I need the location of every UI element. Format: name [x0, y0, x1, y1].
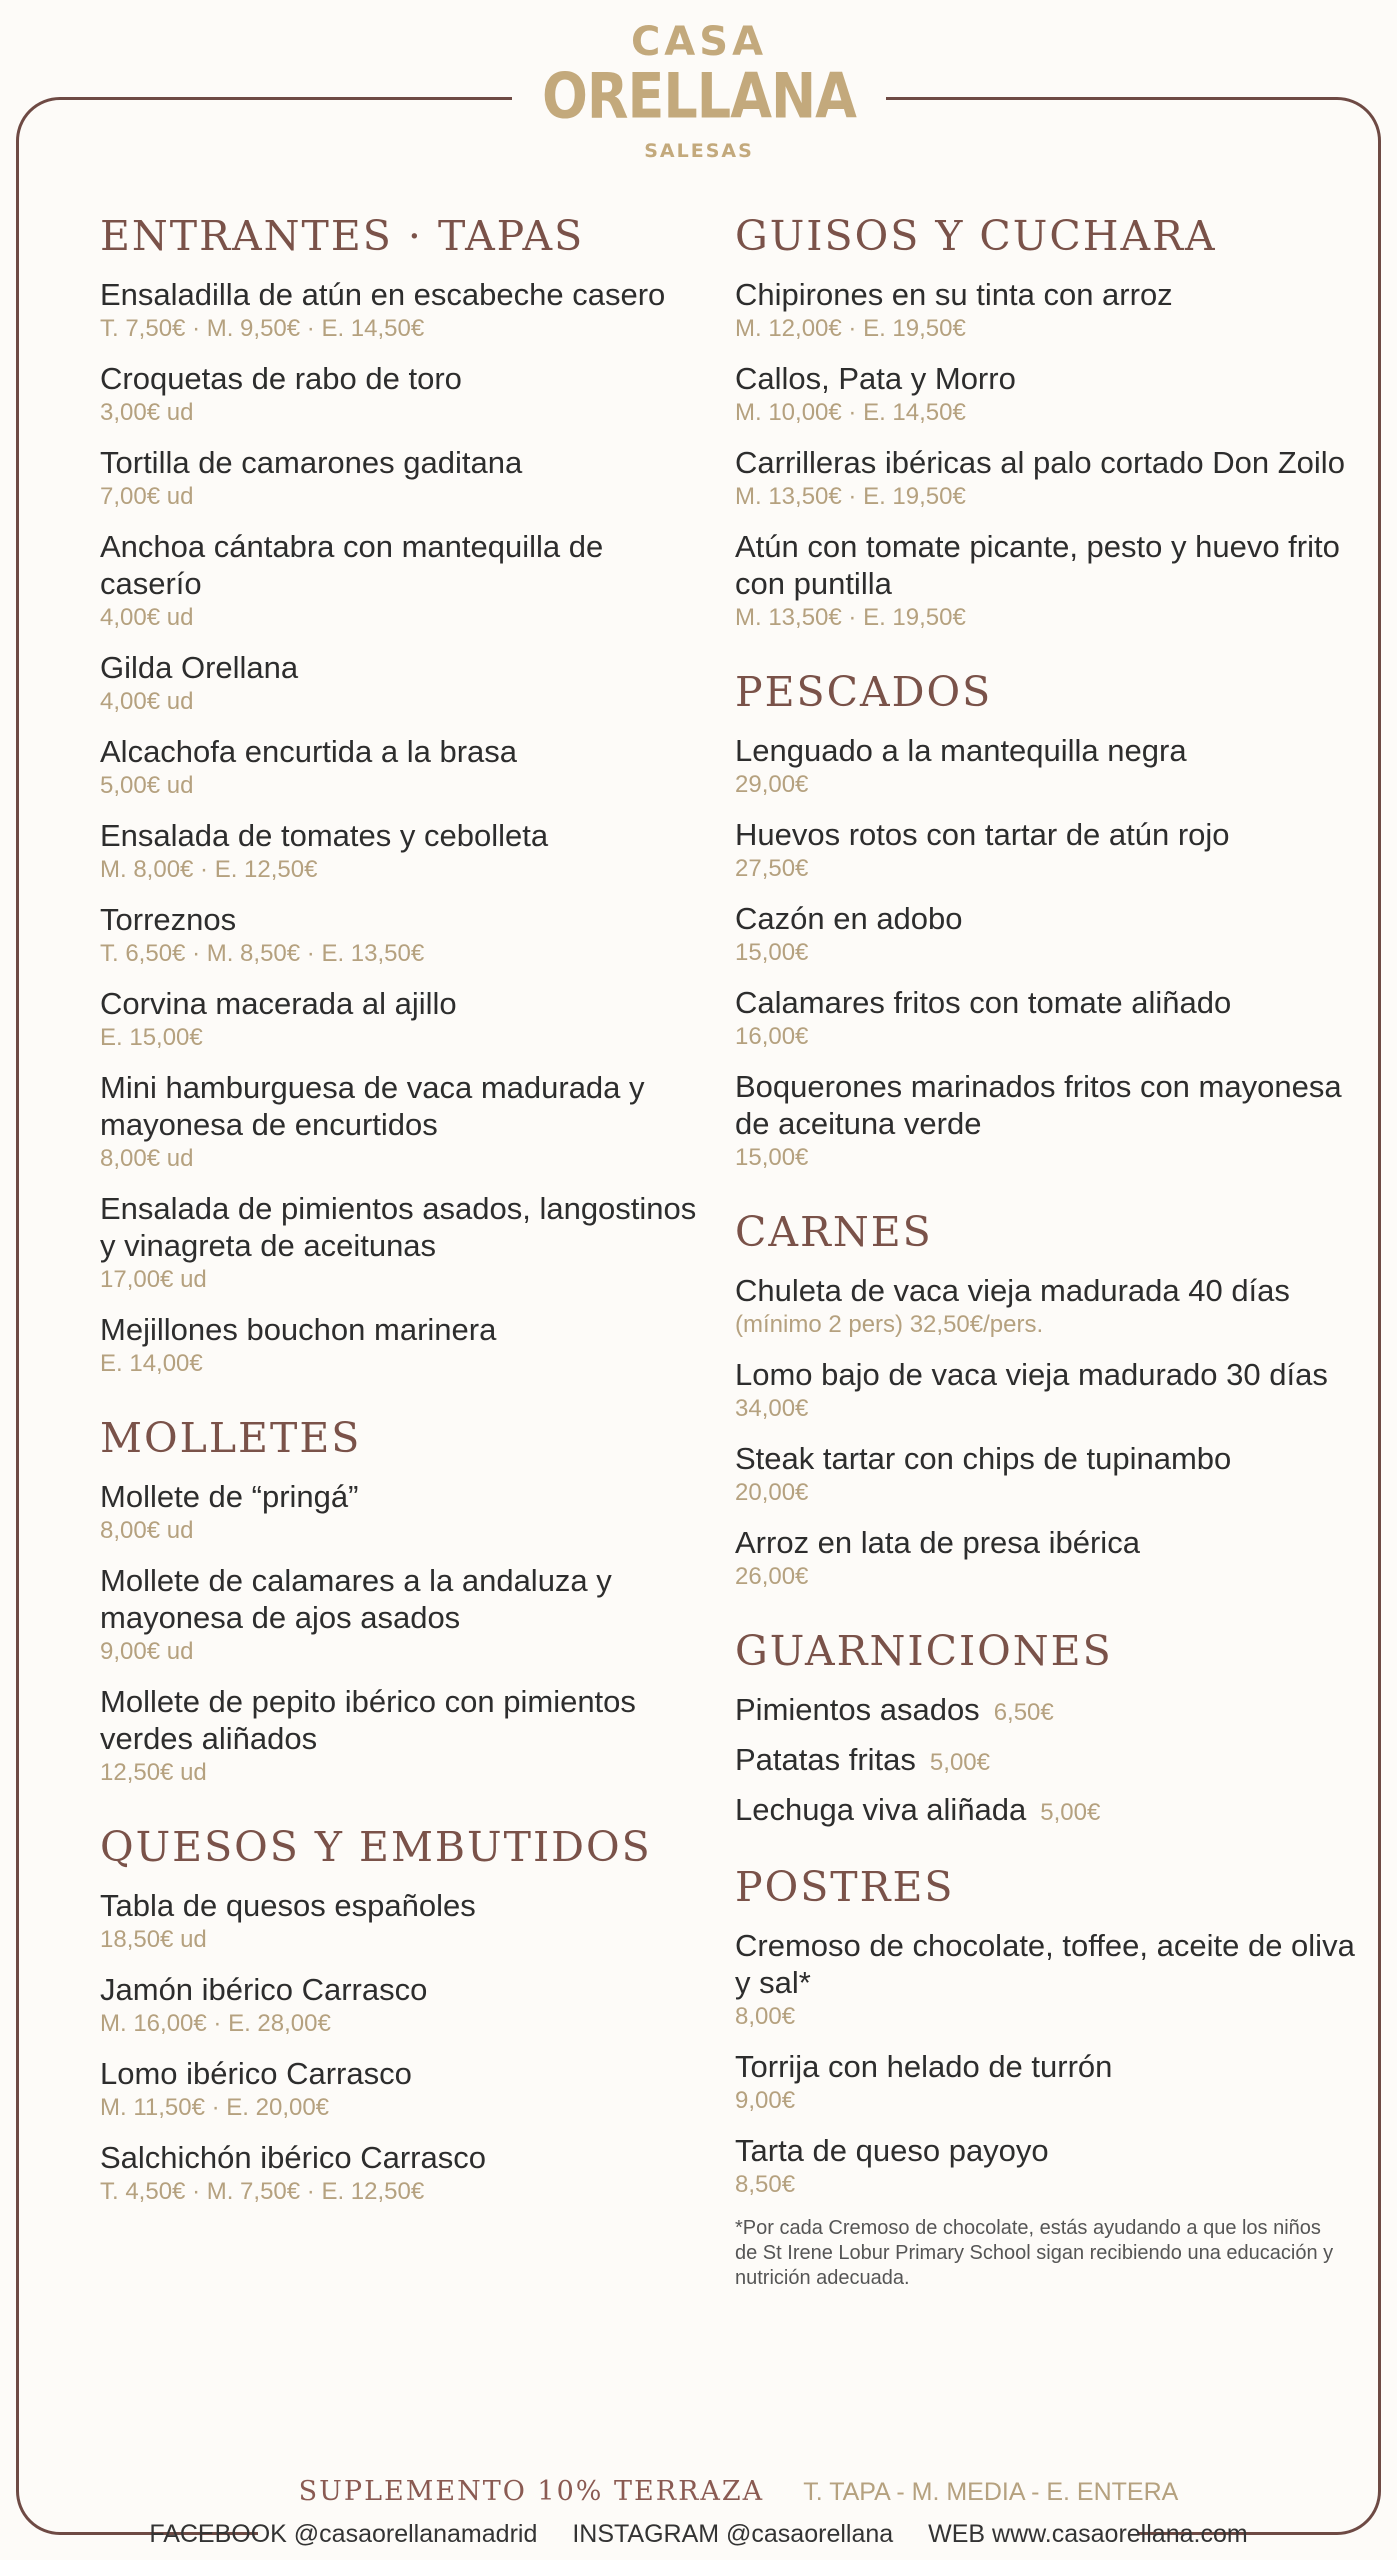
item-name: Tabla de quesos españoles: [100, 1888, 476, 1923]
logo-name: ORELLANA: [542, 60, 856, 133]
menu-section: [100, 1412, 700, 1789]
item-price: 17,00€ ud: [100, 1266, 207, 1293]
item-price: 15,00€: [735, 1144, 809, 1171]
item-name: Ensalada de pimientos asados, langostinos y vinagreta de aceitunas: [100, 1191, 697, 1263]
item-price: T. 6,50€ · M. 8,50€ · E. 13,50€: [100, 940, 425, 967]
item-name: Cremoso de chocolate, toffee, aceite de oliva y sal*: [735, 1928, 1355, 2000]
item-price: M. 13,50€ · E. 19,50€: [735, 483, 966, 510]
item-name: Croquetas de rabo de toro: [100, 361, 462, 396]
menu-item: [735, 1440, 1375, 1509]
item-name: Chuleta de vaca vieja madurada 40 días: [735, 1273, 1290, 1308]
item-price: M. 8,00€ · E. 12,50€: [100, 856, 318, 883]
menu-item: [735, 1272, 1375, 1341]
logo: [520, 18, 878, 198]
item-name: Lechuga viva aliñada: [735, 1792, 1027, 1827]
item-price: 34,00€: [735, 1395, 809, 1422]
item-price: T. 7,50€ · M. 9,50€ · E. 14,50€: [100, 315, 425, 342]
menu-item: [100, 649, 700, 718]
item-name: Ensalada de tomates y cebolleta: [100, 818, 549, 853]
logo-casa: CASA: [630, 19, 768, 65]
menu-item: [735, 1927, 1375, 2033]
size-legend: T. TAPA - M. MEDIA - E. ENTERA: [803, 2478, 1179, 2506]
menu-section: [735, 1206, 1375, 1593]
item-name: Mejillones bouchon marinera: [100, 1312, 497, 1347]
menu-item: [100, 985, 700, 1054]
menu-section: [100, 1821, 700, 2208]
item-name: Salchichón ibérico Carrasco: [100, 2140, 486, 2175]
menu-item: [100, 1887, 700, 1956]
menu-item: [100, 901, 700, 970]
item-price: E. 14,00€: [100, 1350, 203, 1377]
web-link[interactable]: WEB www.casaorellana.com: [928, 2520, 1248, 2548]
section-title: MOLLETES: [100, 1414, 362, 1462]
menu-item: [735, 732, 1375, 801]
menu-item: [100, 1478, 700, 1547]
item-price: 15,00€: [735, 939, 809, 966]
menu-item: [100, 733, 700, 802]
menu-item: [100, 1069, 700, 1175]
item-price: 6,50€: [993, 1699, 1054, 1726]
menu-item: [735, 816, 1375, 885]
item-price: 29,00€: [735, 771, 809, 798]
menu-item: [100, 2139, 700, 2208]
item-price: 9,00€ ud: [100, 1638, 194, 1665]
item-price: 5,00€ ud: [100, 772, 194, 799]
item-name: Boquerones marinados fritos con mayonesa de aceituna verde: [735, 1069, 1342, 1141]
menu-item: [100, 444, 700, 513]
logo-sub: SALESAS: [644, 140, 754, 162]
menu-item: [735, 1691, 1375, 1729]
item-name: Corvina macerada al ajillo: [100, 986, 457, 1021]
item-name: Pimientos asados: [735, 1692, 980, 1727]
item-name: Torrija con helado de turrón: [735, 2049, 1113, 2084]
social-links: [0, 2520, 1397, 2549]
menu-section: [100, 210, 700, 1380]
item-price: M. 10,00€ · E. 14,50€: [735, 399, 966, 426]
item-name: Torreznos: [100, 902, 237, 937]
menu-item: [100, 1311, 700, 1380]
item-price: 9,00€: [735, 2087, 796, 2114]
section-title: GUISOS Y CUCHARA: [735, 212, 1217, 260]
item-price: 8,00€ ud: [100, 1517, 194, 1544]
item-name: Anchoa cántabra con mantequilla de caserío: [100, 529, 604, 601]
section-title: POSTRES: [735, 1863, 955, 1911]
menu-item: [100, 528, 700, 634]
section-title: CARNES: [735, 1208, 933, 1256]
section-title: GUARNICIONES: [735, 1627, 1113, 1675]
right-column: [735, 210, 1375, 2323]
item-name: Arroz en lata de presa ibérica: [735, 1525, 1140, 1560]
section-title: ENTRANTES · TAPAS: [100, 212, 585, 260]
menu-item: [100, 1683, 700, 1789]
supplement-text: SUPLEMENTO 10% TERRAZA: [298, 2476, 765, 2507]
menu-item: [735, 2132, 1375, 2201]
item-name: Chipirones en su tinta con arroz: [735, 277, 1173, 312]
item-name: Calamares fritos con tomate aliñado: [735, 985, 1232, 1020]
item-price: M. 13,50€ · E. 19,50€: [735, 604, 966, 631]
section-title: PESCADOS: [735, 668, 993, 716]
item-name: Cazón en adobo: [735, 901, 963, 936]
item-name: Alcachofa encurtida a la brasa: [100, 734, 518, 769]
item-price: (mínimo 2 pers) 32,50€/pers.: [735, 1311, 1044, 1338]
item-price: 18,50€ ud: [100, 1926, 207, 1953]
instagram-link[interactable]: INSTAGRAM @casaorellana: [572, 2520, 894, 2548]
item-price: T. 4,50€ · M. 7,50€ · E. 12,50€: [100, 2178, 425, 2205]
item-price: 20,00€: [735, 1479, 809, 1506]
menu-item: [100, 1190, 700, 1296]
item-name: Lenguado a la mantequilla negra: [735, 733, 1187, 768]
item-name: Tarta de queso payoyo: [735, 2133, 1049, 2168]
menu-item: [100, 360, 700, 429]
item-price: 8,00€: [735, 2003, 796, 2030]
menu-item: [100, 1971, 700, 2040]
item-price: 4,00€ ud: [100, 604, 194, 631]
item-price: M. 16,00€ · E. 28,00€: [100, 2010, 331, 2037]
charity-note: *Por cada Cremoso de chocolate, estás ayudando a que los niños de St Irene Lobur Primary School sigan recibiendo una educación y nutrición adecuada.: [735, 2217, 1334, 2289]
item-price: M. 11,50€ · E. 20,00€: [100, 2094, 330, 2121]
item-price: 8,00€ ud: [100, 1145, 194, 1172]
item-name: Carrilleras ibéricas al palo cortado Don Zoilo: [735, 445, 1345, 480]
menu-item: [735, 1741, 1375, 1779]
item-name: Lomo ibérico Carrasco: [100, 2056, 412, 2091]
menu-item: [735, 528, 1375, 634]
menu-item: [735, 1068, 1375, 1174]
item-price: 12,50€ ud: [100, 1759, 207, 1786]
menu-item: [735, 360, 1375, 429]
menu-item: [100, 276, 700, 345]
item-price: 4,00€ ud: [100, 688, 194, 715]
menu-section: [735, 1625, 1375, 1829]
menu-item: [735, 444, 1375, 513]
item-name: Tortilla de camarones gaditana: [100, 445, 523, 480]
item-name: Mollete de calamares a la andaluza y mayonesa de ajos asados: [100, 1563, 612, 1635]
item-price: 8,50€: [735, 2171, 796, 2198]
item-name: Mollete de pepito ibérico con pimientos verdes aliñados: [100, 1684, 636, 1756]
menu-item: [100, 1562, 700, 1668]
menu-item: [735, 1356, 1375, 1425]
item-name: Mollete de “pringá”: [100, 1479, 359, 1514]
item-price: M. 12,00€ · E. 19,50€: [735, 315, 966, 342]
menu-section: [735, 210, 1375, 634]
item-price: 7,00€ ud: [100, 483, 194, 510]
item-price: 26,00€: [735, 1563, 809, 1590]
menu-item: [735, 1791, 1375, 1829]
item-price: 3,00€ ud: [100, 399, 194, 426]
supplement-line: [0, 2476, 1397, 2507]
menu-item: [735, 984, 1375, 1053]
menu-item: [100, 817, 700, 886]
menu-item: [735, 1524, 1375, 1593]
menu-section: [735, 1861, 1375, 2291]
menu-item: [735, 900, 1375, 969]
item-price: E. 15,00€: [100, 1024, 203, 1051]
item-price: 16,00€: [735, 1023, 809, 1050]
item-name: Atún con tomate picante, pesto y huevo frito con puntilla: [735, 529, 1340, 601]
facebook-link[interactable]: FACEBOOK @casaorellanamadrid: [149, 2520, 538, 2548]
item-name: Callos, Pata y Morro: [735, 361, 1016, 396]
item-name: Gilda Orellana: [100, 650, 299, 685]
menu-item: [735, 276, 1375, 345]
menu-item: [100, 2055, 700, 2124]
item-name: Patatas fritas: [735, 1742, 916, 1777]
menu-section: [735, 666, 1375, 1174]
item-name: Jamón ibérico Carrasco: [100, 1972, 428, 2007]
item-name: Huevos rotos con tartar de atún rojo: [735, 817, 1230, 852]
item-name: Lomo bajo de vaca vieja madurado 30 días: [735, 1357, 1328, 1392]
item-price: 27,50€: [735, 855, 809, 882]
item-name: Mini hamburguesa de vaca madurada y mayonesa de encurtidos: [100, 1070, 645, 1142]
item-price: 5,00€: [1040, 1799, 1101, 1826]
item-name: Ensaladilla de atún en escabeche casero: [100, 277, 666, 312]
item-name: Steak tartar con chips de tupinambo: [735, 1441, 1232, 1476]
section-title: QUESOS Y EMBUTIDOS: [100, 1823, 652, 1871]
menu-item: [735, 2048, 1375, 2117]
item-price: 5,00€: [929, 1749, 990, 1776]
left-column: [100, 210, 700, 2240]
